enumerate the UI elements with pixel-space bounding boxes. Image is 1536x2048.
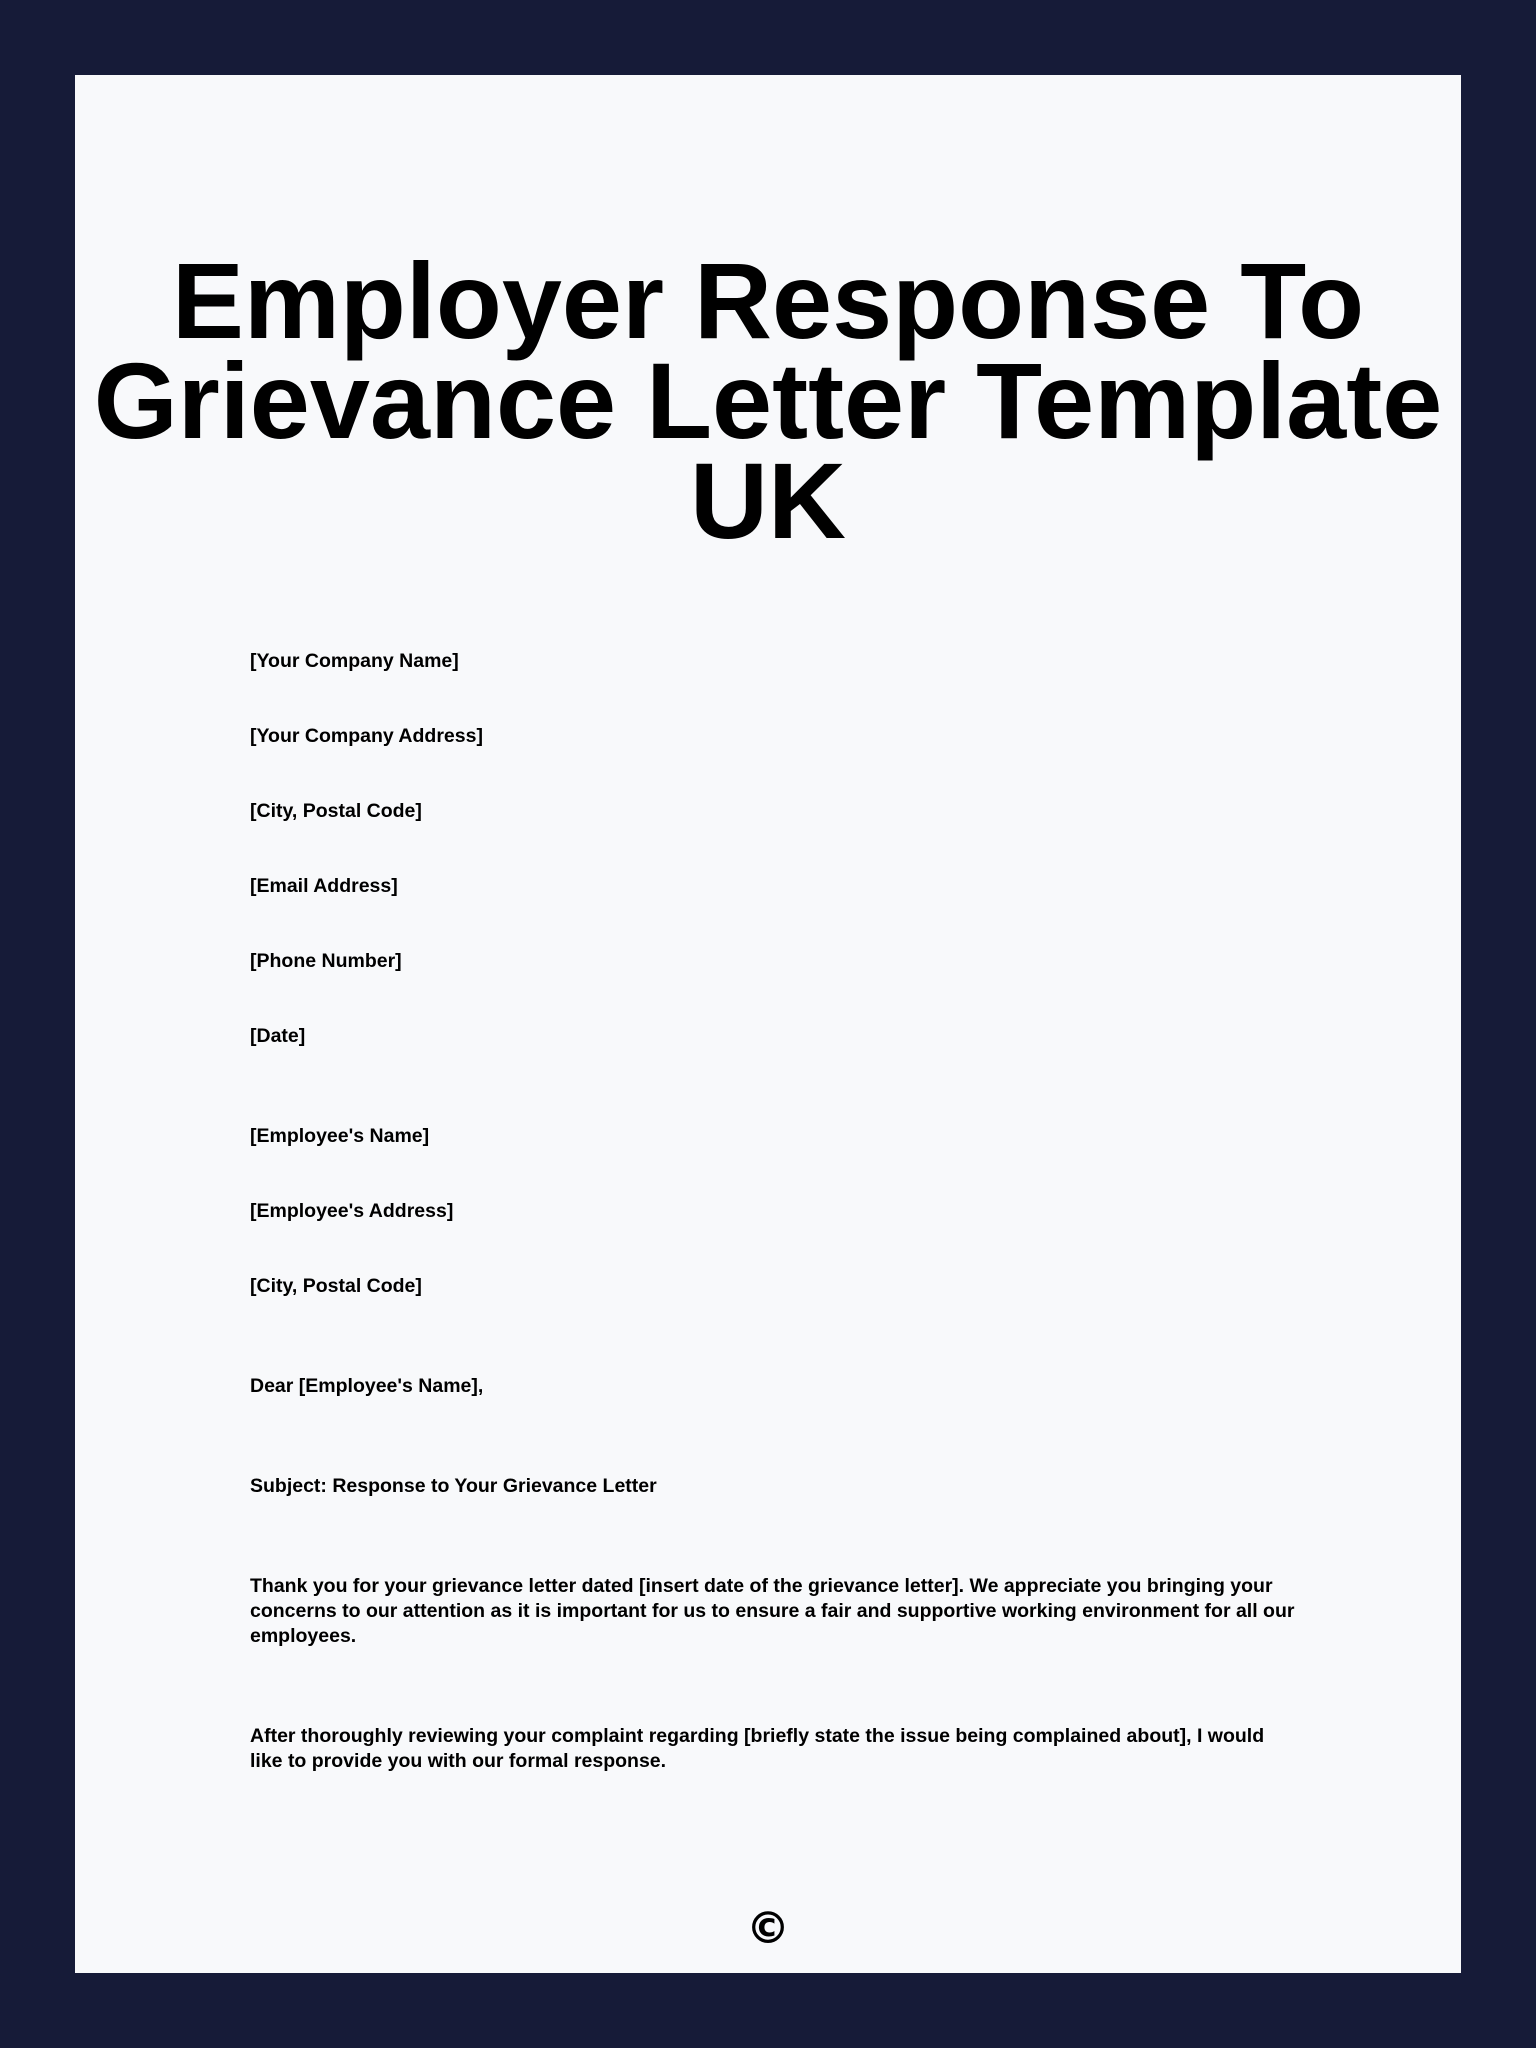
copyright-icon: ©	[746, 1903, 790, 1954]
sender-phone: [Phone Number]	[250, 950, 402, 972]
subject-line: Subject: Response to Your Grievance Letter	[250, 1475, 657, 1497]
body-paragraph-2: After thoroughly reviewing your complaint regarding [briefly state the issue being complained about], I would like to provide you with our formal response.	[250, 1725, 1265, 1772]
recipient-name: [Employee's Name]	[250, 1125, 430, 1147]
recipient-city-postal: [City, Postal Code]	[250, 1275, 422, 1297]
sender-company-address: [Your Company Address]	[250, 725, 483, 747]
sender-city-postal: [City, Postal Code]	[250, 800, 422, 822]
sender-email: [Email Address]	[250, 875, 398, 897]
letter-date: [Date]	[250, 1025, 306, 1047]
body-paragraph-1: Thank you for your grievance letter dated [insert date of the grievance letter]. We appreciate you bringing your concerns to our attention as it is important for us to ensure a fair and supportive working environment for all our employees.	[250, 1575, 1295, 1647]
sender-company-name: [Your Company Name]	[250, 650, 459, 672]
document-title: Employer Response To Grievance Letter Template UK	[93, 240, 1443, 561]
salutation: Dear [Employee's Name],	[250, 1375, 484, 1397]
document-page	[75, 75, 1461, 1973]
recipient-address: [Employee's Address]	[250, 1200, 454, 1222]
